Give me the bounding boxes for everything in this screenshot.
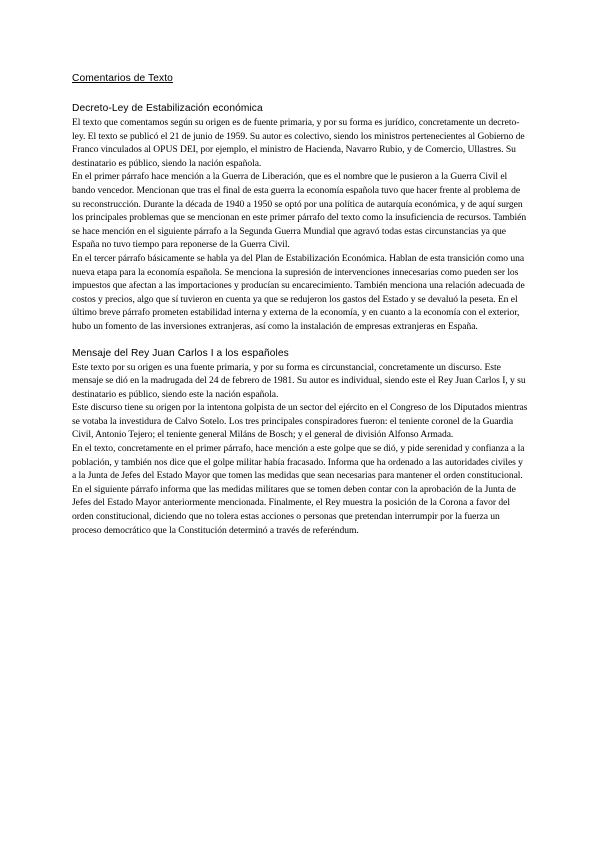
paragraph: Este texto por su origen es una fuente primaria, y por su forma es circunstancial, concretamente un discurso. Este mensaje se dió en la madrugada del 24 de febrero de 1981. Su autor es individual, siendo este el Rey Juan Carlos I, y su destinatario es público, siendo este la nación española. xyxy=(72,361,526,400)
document-content xyxy=(72,72,528,550)
section-heading: Mensaje del Rey Juan Carlos I a los españoles xyxy=(72,347,289,359)
paragraph: En el primer párrafo hace mención a la Guerra de Liberación, que es el nombre que le pusieron a la Guerra Civil el bando vencedor. Mencionan que tras el final de esta guerra la economía española tuvo que hacer frente al problema de su reconstrucción. Durante la década de 1940 a 1950 se optó por una política de autarquía económica, y de aquí surgen los principales problemas que se mencionan en este primer párrafo del texto como la insuficiencia de recursos. También se hace mención en el siguiente párrafo a la Segunda Guerra Mundial que agravó todas estas circunstancias ya que España no tuvo tiempo para reponerse de la Guerra Civil. xyxy=(72,171,527,251)
paragraph: Este discurso tiene su origen por la intentona golpista de un sector del ejército en el Congreso de los Diputados mientras se votaba la investidura de Calvo Sotelo. Los tres principales conspiradores fueron: el teniente coronel de la Guardia Civil, Antonio Tejero; el teniente general Miláns de Bosch; y el general de división Alfonso Armada. xyxy=(72,402,528,441)
document-title: Comentarios de Texto xyxy=(72,73,173,84)
paragraph: El texto que comentamos según su origen es de fuente primaria, y por su forma es jurídico, concretamente un decreto-ley. El texto se publicó el 21 de junio de 1959. Su autor es colectivo, siendo los ministros pertenecientes al Gobierno de Franco vinculados al OPUS DEI, por ejemplo, el ministro de Hacienda, Navarro Rubio, y de Comercio, Ullastres. Su destinatario es público, siendo la nación española. xyxy=(72,117,525,169)
section-mensaje-rey xyxy=(72,347,528,538)
paragraph: En el tercer párrafo básicamente se habla ya del Plan de Estabilización Económica. Hablan de esta transición como una nueva etapa para la economía española. Se menciona la supresión de intervenciones innecesarias como pueden ser los impuestos que afectan a las importaciones y producían su encarecimiento. También menciona una relación adecuada de costos y precios, algo que sí tuvieron en cuenta ya que se redujeron los gastos del Estado y se devaluó la peseta. En el último breve párrafo prometen estabilidad interna y externa de la economía, y en cuanto a la economía con el exterior, hubo un fomento de las inversiones extranjeras, así como la instalación de empresas extranjeras en España. xyxy=(72,252,525,332)
section-heading: Decreto-Ley de Estabilización económica xyxy=(72,103,263,114)
paragraph: En el texto, concretamente en el primer párrafo, hace mención a este golpe que se dió, y pide serenidad y confianza a la población, y también nos dice que el golpe militar había fracasado. Informa que ha ordenado a las autoridades civiles y a la Junta de Jefes del Estado Mayor que tomen las medidas que sean necesarias para mantener el orden constitucional. En el siguiente párrafo informa que las medidas militares que se tomen deben contar con la aprobación de la Junta de Jefes del Estado Mayor anteriormente mencionada. Finalmente, el Rey muestra la posición de la Corona a favor del orden constitucional, diciendo que no tolera estas acciones o personas que pretendan interrumpir por la fuerza un proceso democrático que la Constitución determinó a través de referéndum. xyxy=(72,443,525,536)
section-decreto-ley xyxy=(72,102,528,334)
